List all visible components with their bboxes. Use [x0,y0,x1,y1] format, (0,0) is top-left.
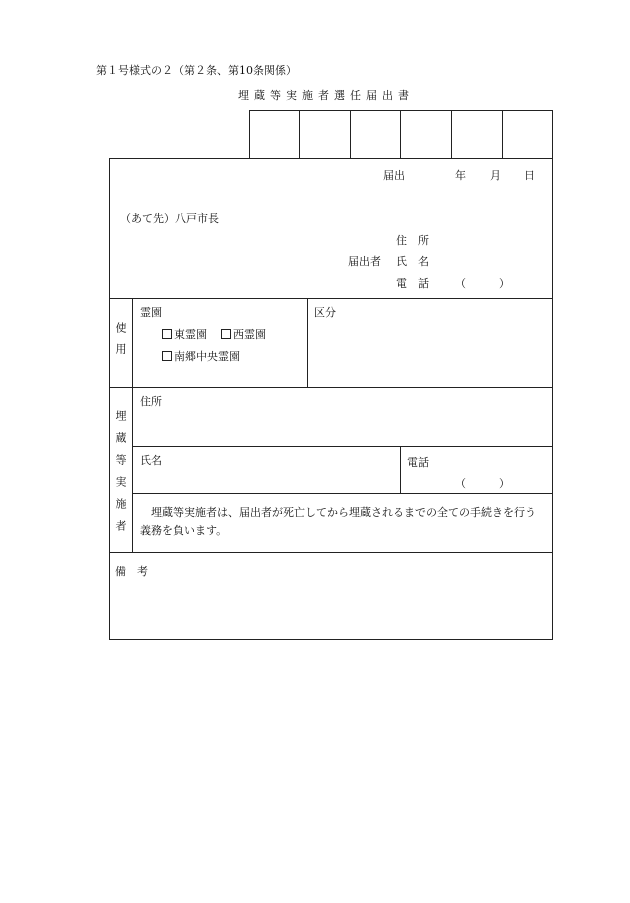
cell-divider [451,110,452,159]
executor-phone-paren: （ ） [455,477,510,490]
executor-phone-label: 電話 [407,456,429,469]
checkbox[interactable] [162,351,172,361]
option-nango[interactable] [162,348,240,364]
option-nishi[interactable] [221,326,266,342]
divider [132,446,553,447]
executor-statement: 埋蔵等実施者は、届出者が死亡してから埋蔵されるまでの全ての手続きを行う義務を負います。 [140,506,536,537]
month-label: 月 [490,169,501,182]
divider [132,493,553,494]
option-label: 南郷中央霊園 [174,350,240,363]
usage-side-label: 使用 [114,322,127,364]
recipient: （あて先）八戸市長 [120,212,219,225]
form-number: 第１号様式の２（第２条、第10条関係） [96,64,297,77]
cell-divider [299,110,300,159]
form-title: 埋蔵等実施者選任届出書 [238,89,414,102]
executor-name-label: 氏名 [140,454,162,467]
remarks-label: 備 考 [115,565,148,578]
applicant-address-label: 住 所 [396,234,429,247]
cell-divider [400,110,401,159]
applicant-phone-paren: （ ） [455,277,510,290]
phone-divider [400,446,401,494]
applicant-phone-label: 電 話 [396,277,429,290]
cell-divider [350,110,351,159]
day-label: 日 [524,169,535,182]
option-higashi[interactable] [162,326,207,342]
divider [109,552,553,553]
option-label: 東霊園 [174,328,207,341]
option-label: 西霊園 [233,328,266,341]
applicant-label: 届出者 [348,255,381,268]
side-column-divider [132,298,133,552]
main-form-table [109,158,553,640]
date-label: 届出 [383,169,405,182]
usage-divider [307,298,308,388]
divider [109,387,553,388]
executor-address-label: 住所 [140,395,162,408]
office-use-box [249,110,553,159]
applicant-name-label: 氏 名 [396,255,429,268]
executor-side-label: 埋蔵等実施者 [114,410,127,542]
divider [109,298,553,299]
cemetery-label: 霊園 [140,306,162,319]
section-label: 区分 [314,306,336,319]
checkbox[interactable] [162,329,172,339]
checkbox[interactable] [221,329,231,339]
cell-divider [502,110,503,159]
year-label: 年 [455,169,466,182]
